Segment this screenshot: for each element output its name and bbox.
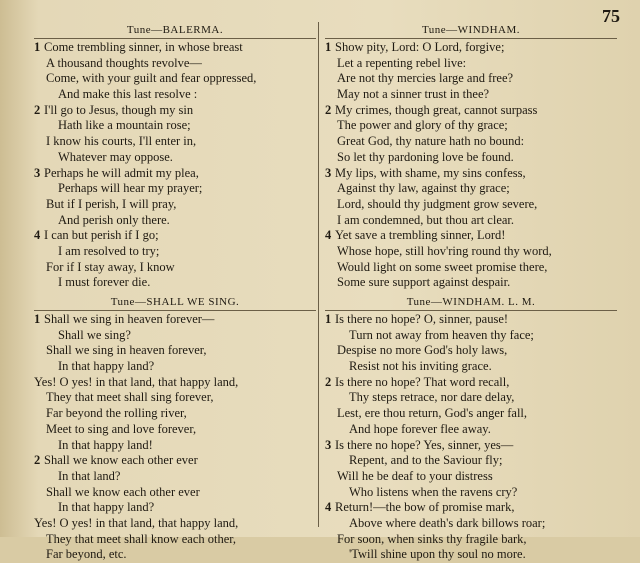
stanza bbox=[34, 228, 316, 291]
verse-text: Are not thy mercies large and free? bbox=[337, 71, 514, 86]
verse-text: Hath like a mountain rose; bbox=[58, 118, 191, 133]
verse-line bbox=[34, 406, 316, 422]
verse-line bbox=[34, 166, 316, 182]
stanza-number: 4 bbox=[325, 500, 332, 515]
verse-line bbox=[325, 485, 617, 501]
verse-text: Whose hope, still hov'ring round thy word, bbox=[337, 243, 552, 258]
stanza bbox=[34, 453, 316, 563]
verse-line bbox=[325, 359, 617, 375]
verse-line bbox=[325, 500, 617, 516]
stanza-number: 3 bbox=[34, 165, 41, 180]
stanza-number: 3 bbox=[325, 437, 332, 452]
verse-line bbox=[325, 228, 617, 244]
verse-text: And hope forever flee away. bbox=[349, 421, 491, 436]
verse-text: Show pity, Lord: O Lord, forgive; bbox=[335, 40, 505, 54]
verse-text: I'll go to Jesus, though my sin bbox=[44, 102, 194, 117]
verse-line bbox=[34, 422, 316, 438]
hymn bbox=[34, 22, 316, 291]
verse-text: I can but perish if I go; bbox=[44, 228, 159, 243]
verse-text: Let a repenting rebel live: bbox=[337, 55, 467, 70]
verse-text: Would light on some sweet promise there, bbox=[337, 259, 548, 274]
verse-text: 'Twill shine upon thy soul no more. bbox=[349, 547, 526, 562]
verse-line bbox=[325, 453, 617, 469]
verse-text: Great God, thy nature hath no bound: bbox=[337, 134, 525, 149]
verse-line bbox=[34, 312, 316, 328]
verse-text: And make this last resolve : bbox=[58, 87, 198, 102]
stanza bbox=[325, 228, 617, 291]
verse-line bbox=[325, 516, 617, 532]
verse-text: Turn not away from heaven thy face; bbox=[349, 327, 534, 342]
stanza bbox=[325, 40, 617, 103]
verse-line bbox=[325, 547, 617, 563]
verse-text: I am resolved to try; bbox=[58, 243, 160, 258]
verse-line bbox=[34, 328, 316, 344]
stanza bbox=[34, 103, 316, 166]
verse-text: Will he be deaf to your distress bbox=[337, 468, 493, 483]
verse-line bbox=[325, 103, 617, 119]
verse-text: Above where death's dark billows roar; bbox=[349, 515, 546, 530]
verse-line bbox=[325, 118, 617, 134]
verse-text: Come trembling sinner, in whose breast bbox=[44, 40, 243, 54]
verse-line bbox=[325, 56, 617, 72]
verse-line bbox=[325, 87, 617, 103]
verse-text: In that land? bbox=[58, 468, 121, 483]
verse-line bbox=[325, 343, 617, 359]
verse-line bbox=[34, 532, 316, 548]
verse-text: A thousand thoughts revolve— bbox=[46, 55, 202, 70]
verse-text: Whatever may oppose. bbox=[58, 149, 173, 164]
verse-text: For soon, when sinks thy fragile bark, bbox=[337, 531, 527, 546]
tune-heading: Tune—SHALL WE SING. bbox=[34, 294, 316, 311]
stanza bbox=[325, 166, 617, 229]
verse-line bbox=[325, 197, 617, 213]
verse-line bbox=[34, 547, 316, 563]
verse-line bbox=[325, 312, 617, 328]
verse-line bbox=[325, 328, 617, 344]
tune-heading: Tune—WINDHAM. bbox=[325, 22, 617, 39]
verse-text: Meet to sing and love forever, bbox=[46, 421, 197, 436]
verse-line bbox=[325, 244, 617, 260]
verse-line bbox=[325, 150, 617, 166]
tune-heading: Tune—WINDHAM. L. M. bbox=[325, 294, 617, 311]
verse-line bbox=[325, 438, 617, 454]
verse-line bbox=[34, 103, 316, 119]
verse-line bbox=[34, 87, 316, 103]
verse-text: Repent, and to the Saviour fly; bbox=[349, 453, 503, 468]
verse-text: But if I perish, I will pray, bbox=[46, 196, 177, 211]
verse-line bbox=[34, 56, 316, 72]
stanza bbox=[34, 166, 316, 229]
stanza bbox=[325, 103, 617, 166]
verse-text: In that happy land? bbox=[58, 359, 155, 374]
verse-line bbox=[34, 118, 316, 134]
verse-text: Perhaps will hear my prayer; bbox=[58, 181, 203, 196]
verse-text: Is there no hope? Yes, sinner, yes— bbox=[335, 437, 514, 452]
verse-line bbox=[325, 422, 617, 438]
stanza-number: 1 bbox=[325, 312, 332, 326]
verse-line bbox=[34, 390, 316, 406]
verse-line bbox=[34, 134, 316, 150]
verse-text: They that meet shall know each other, bbox=[46, 531, 237, 546]
verse-text: Shall we sing in heaven forever— bbox=[44, 312, 215, 326]
verse-text: Shall we know each other ever bbox=[46, 484, 200, 499]
tune-heading: Tune—BALERMA. bbox=[34, 22, 316, 39]
verse-line bbox=[34, 516, 316, 532]
verse-text: Thy steps retrace, nor dare delay, bbox=[349, 390, 515, 405]
verse-line bbox=[34, 275, 316, 291]
right-column bbox=[318, 22, 617, 562]
stanza-number: 2 bbox=[34, 453, 41, 468]
left-column bbox=[34, 22, 316, 562]
verse-text: I am condemned, but thou art clear. bbox=[337, 212, 515, 227]
verse-line bbox=[34, 469, 316, 485]
page-number: 75 bbox=[602, 6, 620, 26]
verse-line bbox=[34, 438, 316, 454]
verse-text: In that happy land! bbox=[58, 437, 153, 452]
verse-line bbox=[34, 500, 316, 516]
verse-line bbox=[34, 181, 316, 197]
verse-text: Resist not his inviting grace. bbox=[349, 359, 492, 374]
verse-line bbox=[325, 406, 617, 422]
verse-text: Shall we know each other ever bbox=[44, 453, 198, 468]
verse-text: So let thy pardoning love be found. bbox=[337, 149, 514, 164]
verse-text: Who listens when the ravens cry? bbox=[349, 484, 518, 499]
verse-line bbox=[34, 228, 316, 244]
verse-text: Shall we sing? bbox=[58, 327, 131, 342]
verse-line bbox=[325, 390, 617, 406]
verse-text: Is there no hope? O, sinner, pause! bbox=[335, 312, 509, 326]
stanza-number: 2 bbox=[325, 102, 332, 117]
verse-line bbox=[325, 375, 617, 391]
stanza bbox=[325, 375, 617, 438]
verse-line bbox=[325, 213, 617, 229]
verse-text: My lips, with shame, my sins confess, bbox=[335, 165, 526, 180]
verse-text: Lest, ere thou return, God's anger fall, bbox=[337, 406, 528, 421]
stanza-number: 2 bbox=[325, 374, 332, 389]
stanza-number: 1 bbox=[325, 40, 332, 54]
stanza bbox=[325, 438, 617, 501]
stanza-number: 4 bbox=[325, 228, 332, 243]
verse-line bbox=[34, 71, 316, 87]
stanza bbox=[34, 40, 316, 103]
stanza bbox=[34, 312, 316, 453]
verse-line bbox=[325, 260, 617, 276]
verse-text: The power and glory of thy grace; bbox=[337, 118, 508, 133]
verse-line bbox=[325, 469, 617, 485]
verse-text: For if I stay away, I know bbox=[46, 259, 175, 274]
verse-text: And perish only there. bbox=[58, 212, 170, 227]
stanza bbox=[325, 312, 617, 375]
stanza-number: 4 bbox=[34, 228, 41, 243]
verse-text: Is there no hope? That word recall, bbox=[335, 374, 510, 389]
verse-text: Some sure support against despair. bbox=[337, 275, 511, 290]
verse-line bbox=[325, 134, 617, 150]
verse-line bbox=[34, 375, 316, 391]
verse-line bbox=[34, 343, 316, 359]
verse-line bbox=[325, 166, 617, 182]
verse-line bbox=[34, 150, 316, 166]
verse-line bbox=[34, 244, 316, 260]
verse-line bbox=[34, 485, 316, 501]
verse-line bbox=[325, 40, 617, 56]
stanza-number: 3 bbox=[325, 165, 332, 180]
verse-line bbox=[325, 275, 617, 291]
stanza bbox=[325, 500, 617, 563]
verse-text: Far beyond, etc. bbox=[46, 547, 127, 562]
verse-text: Against thy law, against thy grace; bbox=[337, 181, 510, 196]
verse-text: Shall we sing in heaven forever, bbox=[46, 343, 207, 358]
verse-line bbox=[34, 40, 316, 56]
hymn bbox=[34, 294, 316, 563]
verse-text: My crimes, though great, cannot surpass bbox=[335, 102, 538, 117]
verse-text: Yet save a trembling sinner, Lord! bbox=[335, 228, 506, 243]
stanza-number: 2 bbox=[34, 102, 41, 117]
verse-text: They that meet shall sing forever, bbox=[46, 390, 214, 405]
verse-text: Return!—the bow of promise mark, bbox=[335, 500, 515, 515]
verse-line bbox=[34, 260, 316, 276]
verse-text: Yes! O yes! in that land, that happy land, bbox=[34, 374, 239, 389]
verse-text: I must forever die. bbox=[58, 275, 151, 290]
verse-line bbox=[34, 453, 316, 469]
verse-line bbox=[34, 359, 316, 375]
verse-text: Yes! O yes! in that land, that happy land, bbox=[34, 515, 239, 530]
stanza-number: 1 bbox=[34, 312, 41, 326]
verse-text: I know his courts, I'll enter in, bbox=[46, 134, 197, 149]
verse-line bbox=[325, 181, 617, 197]
verse-text: May not a sinner trust in thee? bbox=[337, 87, 490, 102]
verse-text: Despise no more God's holy laws, bbox=[337, 343, 508, 358]
verse-text: Lord, should thy judgment grow severe, bbox=[337, 196, 538, 211]
verse-text: Perhaps he will admit my plea, bbox=[44, 165, 199, 180]
verse-text: In that happy land? bbox=[58, 500, 155, 515]
verse-text: Far beyond the rolling river, bbox=[46, 406, 187, 421]
verse-line bbox=[34, 197, 316, 213]
stanza-number: 1 bbox=[34, 40, 41, 54]
verse-line bbox=[325, 71, 617, 87]
verse-text: Come, with your guilt and fear oppressed, bbox=[46, 71, 257, 86]
verse-line bbox=[325, 532, 617, 548]
hymn bbox=[325, 294, 617, 563]
hymn bbox=[325, 22, 617, 291]
verse-line bbox=[34, 213, 316, 229]
